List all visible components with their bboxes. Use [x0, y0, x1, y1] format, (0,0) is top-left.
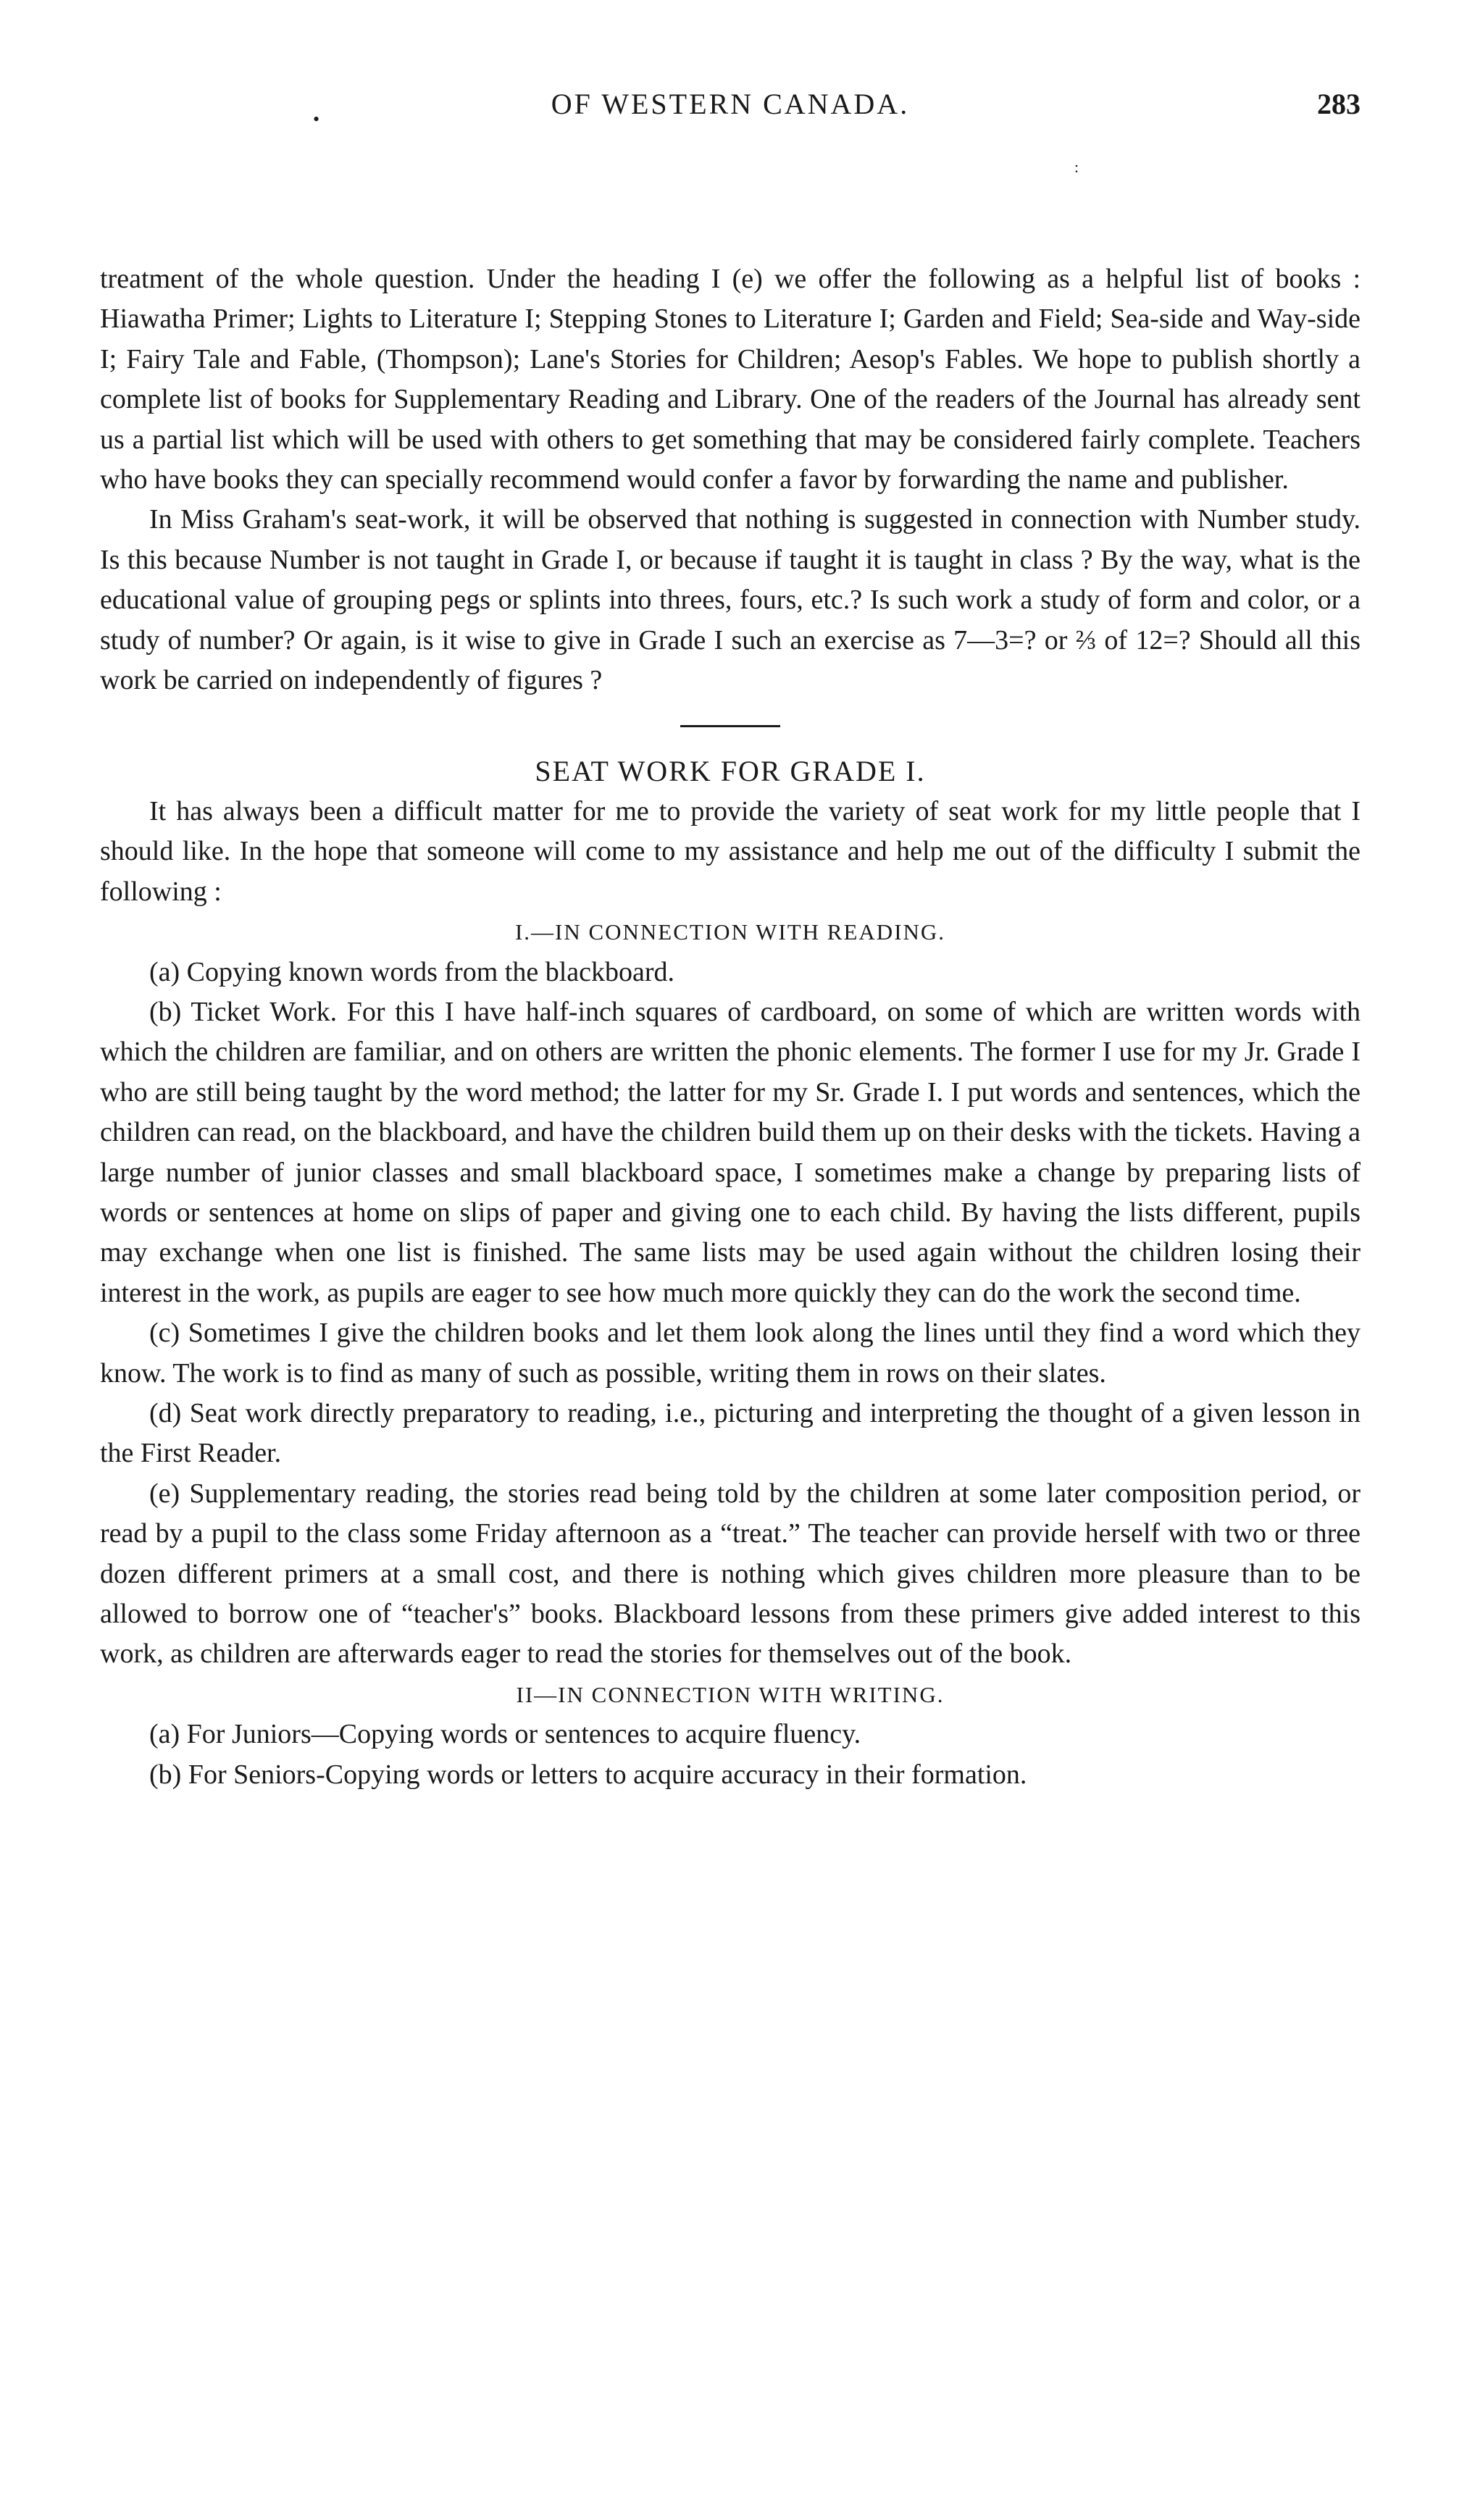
- item-reading-e: (e) Supplementary reading, the stories read being told by the children at some later composition period, or read by a pupil to the class some Friday afternoon as a “treat.” The teacher can provide herself with two or three dozen different primers at a small cost, and there is nothing which gives children more pleasure than to be allowed to borrow one of “teacher's” books. Blackboard lessons from these primers give added interest to this work, as children are afterwards eager to read the stories for themselves out of the book.: [100, 1478, 1361, 1670]
- paragraph-book-list: treatment of the whole question. Under the heading I (e) we offer the following as a helpful list of books : Hiawatha Primer; Lights to Literature I; Stepping Stones to Literature I; Garden and Field; Sea-side and Way-side I; Fairy Tale and Fable, (Thompson); Lane's Stories for Children; Aesop's Fables. We hope to publish shortly a complete list of books for Supplementary Reading and Library. One of the readers of the Journal has already sent us a partial list which will be used with others to get something that may be considered fairly complete. Teachers who have books they can specially recommend would confer a favor by forwarding the name and publisher.: [100, 264, 1361, 495]
- section-title: SEAT WORK FOR GRADE I.: [535, 755, 926, 788]
- item-reading-d: (d) Seat work directly preparatory to reading, i.e., picturing and interpreting the thought of a given lesson in the First Reader.: [100, 1397, 1361, 1469]
- page-number: 283: [1317, 88, 1361, 120]
- paragraph-number-study: In Miss Graham's seat-work, it will be observed that nothing is suggested in connection with Number study. Is this because Number is not taught in Grade I, or because if taught it is taught in class ? By the way, what is the educational value of grouping pegs or splints into threes, fours, etc.? Is such work a study of form and color, or a study of number? Or again, is it wise to give in Grade I such an exercise as 7—3=? or ⅔ of 12=? Should all this work be carried on independently of figures ?: [100, 504, 1361, 696]
- paragraph-intro: It has always been a difficult matter for me to provide the variety of seat work for my little people that I should like. In the hope that someone will come to my assistance and help me out of the difficulty I submit the following :: [100, 795, 1361, 907]
- print-speck: •: [313, 109, 320, 130]
- body-text: [100, 259, 1361, 1795]
- item-reading-c: (c) Sometimes I give the children books and let them look along the lines until they find a word which they know. The work is to find as many of such as possible, writing them in rows on their slates.: [100, 1318, 1361, 1389]
- running-head: OF WESTERN CANADA.: [551, 88, 910, 120]
- item-reading-b: (b) Ticket Work. For this I have half-inch squares of cardboard, on some of which are written words with which the children are familiar, and on others are written the phonic elements. The former I use for my Jr. Grade I who are still being taught by the word method; the latter for my Sr. Grade I. I put words and sentences, which the children can read, on the blackboard, and have the children build them up on their desks with the tickets. Having a large number of junior classes and small blackboard space, I sometimes make a change by preparing lists of words or sentences at home on slips of paper and giving one to each child. By having the lists different, pupils may exchange when one list is finished. The same lists may be used again without the children losing their interest in the work, as pupils are eager to see how much more quickly they can do the work the second time.: [100, 996, 1361, 1308]
- subheading-writing: II—IN CONNECTION WITH WRITING.: [516, 1681, 945, 1707]
- subheading-reading: I.—IN CONNECTION WITH READING.: [514, 919, 946, 945]
- item-writing-b: (b) For Seniors-Copying words or letters to acquire accuracy in their formation.: [149, 1759, 1027, 1790]
- print-speck: :: [1074, 158, 1079, 176]
- item-reading-a: (a) Copying known words from the blackboard.: [149, 956, 675, 987]
- section-divider: [680, 725, 780, 727]
- item-writing-a: (a) For Juniors—Copying words or sentences to acquire fluency.: [149, 1719, 861, 1750]
